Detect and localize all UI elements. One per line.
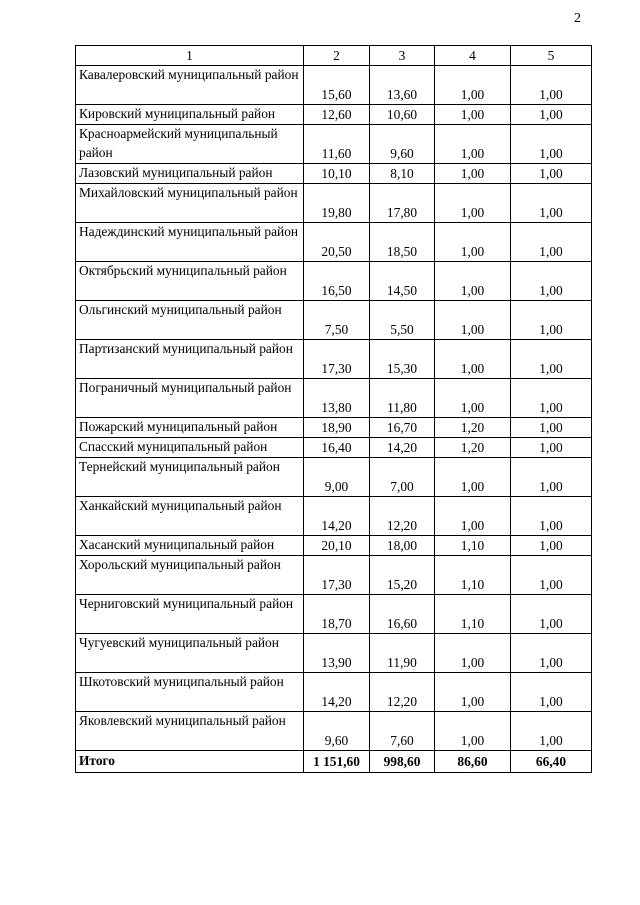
value-cell: 1,00	[435, 634, 511, 673]
value-cell: 16,40	[304, 438, 370, 458]
table-row	[76, 379, 592, 418]
value-cell: 1,00	[435, 497, 511, 536]
value-cell: 11,90	[370, 634, 435, 673]
value-cell: 19,80	[304, 184, 370, 223]
value-cell: 10,10	[304, 164, 370, 184]
value-cell: 12,60	[304, 105, 370, 125]
district-name-cell: Спасский муниципальный район	[76, 438, 304, 458]
value-cell: 1,00	[511, 223, 592, 262]
value-cell: 7,60	[370, 712, 435, 751]
table-header-row	[76, 46, 592, 66]
value-cell: 12,20	[370, 497, 435, 536]
value-cell: 11,80	[370, 379, 435, 418]
total-value-cell: 998,60	[370, 751, 435, 773]
value-cell: 1,00	[511, 105, 592, 125]
value-cell: 1,00	[511, 184, 592, 223]
value-cell: 9,00	[304, 458, 370, 497]
page-number: 2	[574, 11, 581, 26]
district-name-cell: Ольгинский муниципальный район	[76, 301, 304, 340]
value-cell: 1,00	[511, 438, 592, 458]
value-cell: 1,00	[435, 164, 511, 184]
value-cell: 16,60	[370, 595, 435, 634]
value-cell: 1,00	[511, 340, 592, 379]
table-row	[76, 712, 592, 751]
district-name-cell: Тернейский муниципальный район	[76, 458, 304, 497]
district-name-cell: Яковлевский муниципальный район	[76, 712, 304, 751]
value-cell: 1,00	[511, 634, 592, 673]
value-cell: 18,00	[370, 536, 435, 556]
district-name-cell: Кировский муниципальный район	[76, 105, 304, 125]
column-header: 5	[511, 46, 592, 66]
value-cell: 1,00	[511, 262, 592, 301]
table-total-row	[76, 751, 592, 773]
value-cell: 20,50	[304, 223, 370, 262]
value-cell: 1,00	[435, 379, 511, 418]
district-name-cell: Шкотовский муниципальный район	[76, 673, 304, 712]
value-cell: 16,50	[304, 262, 370, 301]
value-cell: 15,60	[304, 66, 370, 105]
district-name-cell: Пограничный муниципальный район	[76, 379, 304, 418]
total-value-cell: 66,40	[511, 751, 592, 773]
table-row	[76, 556, 592, 595]
table-row	[76, 634, 592, 673]
value-cell: 1,00	[511, 125, 592, 164]
value-cell: 9,60	[370, 125, 435, 164]
district-name-cell: Михайловский муниципальный район	[76, 184, 304, 223]
value-cell: 1,00	[511, 497, 592, 536]
value-cell: 1,10	[435, 595, 511, 634]
value-cell: 1,00	[435, 340, 511, 379]
value-cell: 14,20	[304, 497, 370, 536]
table-row	[76, 497, 592, 536]
value-cell: 1,00	[435, 673, 511, 712]
value-cell: 17,80	[370, 184, 435, 223]
total-value-cell: 86,60	[435, 751, 511, 773]
district-name-cell: Пожарский муниципальный район	[76, 418, 304, 438]
value-cell: 13,90	[304, 634, 370, 673]
total-value-cell: 1 151,60	[304, 751, 370, 773]
value-cell: 1,00	[511, 673, 592, 712]
table-row	[76, 125, 592, 164]
value-cell: 1,00	[511, 536, 592, 556]
district-name-cell: Хорольский муниципальный район	[76, 556, 304, 595]
value-cell: 13,80	[304, 379, 370, 418]
column-header: 4	[435, 46, 511, 66]
value-cell: 18,90	[304, 418, 370, 438]
district-name-cell: Лазовский муниципальный район	[76, 164, 304, 184]
value-cell: 14,20	[304, 673, 370, 712]
value-cell: 11,60	[304, 125, 370, 164]
value-cell: 20,10	[304, 536, 370, 556]
value-cell: 1,00	[511, 418, 592, 438]
table-row	[76, 66, 592, 105]
value-cell: 5,50	[370, 301, 435, 340]
value-cell: 15,20	[370, 556, 435, 595]
value-cell: 18,70	[304, 595, 370, 634]
value-cell: 7,00	[370, 458, 435, 497]
value-cell: 18,50	[370, 223, 435, 262]
value-cell: 1,00	[435, 712, 511, 751]
value-cell: 17,30	[304, 556, 370, 595]
value-cell: 1,00	[511, 458, 592, 497]
value-cell: 1,00	[435, 125, 511, 164]
value-cell: 1,00	[511, 164, 592, 184]
table-row	[76, 164, 592, 184]
district-name-cell: Чугуевский муниципальный район	[76, 634, 304, 673]
value-cell: 1,20	[435, 438, 511, 458]
value-cell: 14,20	[370, 438, 435, 458]
value-cell: 15,30	[370, 340, 435, 379]
value-cell: 13,60	[370, 66, 435, 105]
table-row	[76, 184, 592, 223]
column-header: 3	[370, 46, 435, 66]
table-row	[76, 673, 592, 712]
value-cell: 9,60	[304, 712, 370, 751]
table-row	[76, 262, 592, 301]
value-cell: 16,70	[370, 418, 435, 438]
district-name-cell: Октябрьский муниципальный район	[76, 262, 304, 301]
table-row	[76, 105, 592, 125]
table-row	[76, 536, 592, 556]
table-row	[76, 438, 592, 458]
data-table	[75, 45, 592, 773]
table-row	[76, 340, 592, 379]
table-row	[76, 223, 592, 262]
district-name-cell: Кавалеровский муниципальный район	[76, 66, 304, 105]
value-cell: 1,00	[435, 184, 511, 223]
value-cell: 14,50	[370, 262, 435, 301]
value-cell: 1,20	[435, 418, 511, 438]
value-cell: 1,00	[435, 66, 511, 105]
value-cell: 1,00	[511, 301, 592, 340]
table-row	[76, 418, 592, 438]
value-cell: 1,00	[435, 223, 511, 262]
value-cell: 1,00	[511, 712, 592, 751]
value-cell: 7,50	[304, 301, 370, 340]
column-header: 1	[76, 46, 304, 66]
value-cell: 10,60	[370, 105, 435, 125]
table-row	[76, 301, 592, 340]
value-cell: 1,00	[435, 105, 511, 125]
value-cell: 1,10	[435, 536, 511, 556]
column-header: 2	[304, 46, 370, 66]
value-cell: 1,00	[511, 595, 592, 634]
district-name-cell: Ханкайский муниципальный район	[76, 497, 304, 536]
district-name-cell: Партизанский муниципальный район	[76, 340, 304, 379]
value-cell: 1,00	[435, 301, 511, 340]
district-name-cell: Хасанский муниципальный район	[76, 536, 304, 556]
value-cell: 1,00	[435, 262, 511, 301]
value-cell: 1,00	[511, 379, 592, 418]
value-cell: 12,20	[370, 673, 435, 712]
table-row	[76, 595, 592, 634]
value-cell: 8,10	[370, 164, 435, 184]
district-name-cell: Надеждинский муниципальный район	[76, 223, 304, 262]
value-cell: 1,10	[435, 556, 511, 595]
table-body	[76, 46, 592, 773]
value-cell: 1,00	[511, 556, 592, 595]
table-row	[76, 458, 592, 497]
value-cell: 17,30	[304, 340, 370, 379]
district-name-cell: Черниговский муниципальный район	[76, 595, 304, 634]
value-cell: 1,00	[511, 66, 592, 105]
district-name-cell: Красноармейский муниципальный район	[76, 125, 304, 164]
value-cell: 1,00	[435, 458, 511, 497]
total-label-cell: Итого	[76, 751, 304, 773]
